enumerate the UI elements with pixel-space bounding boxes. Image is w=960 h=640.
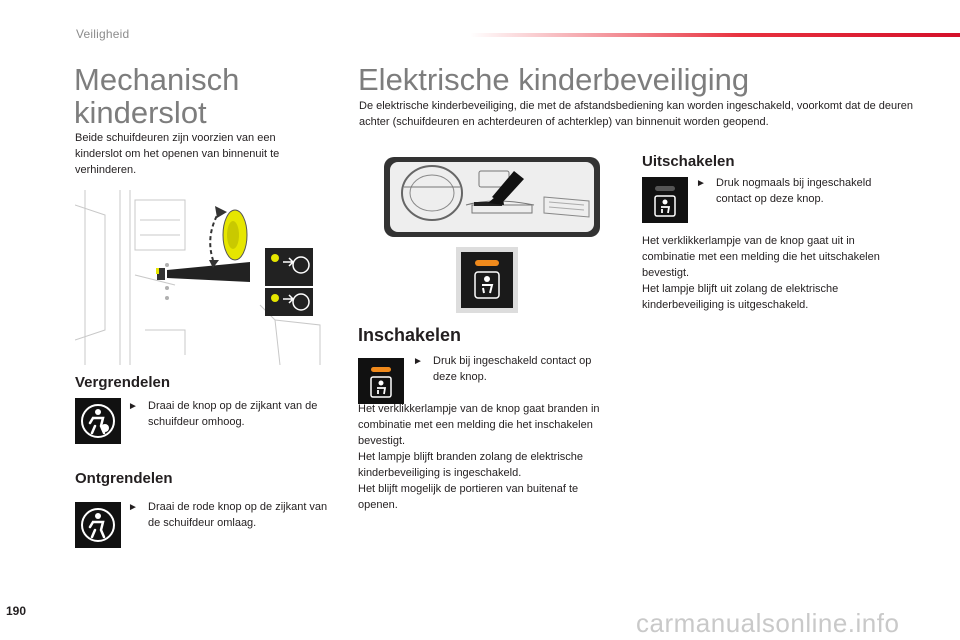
electric-child-lock-intro: De elektrische kinderbeveiliging, die met de afstandsbediening kan worden ingeschakeld, voorkomt dat de deuren achter (schuifdeuren en achterdeuren of achterklep) van binnenuit worden geopend. (359, 100, 914, 128)
page-number: 190 (6, 604, 27, 618)
mechanical-lock-title-line1: Mechanisch (74, 62, 240, 97)
header-accent-bar (470, 33, 960, 37)
unlock-instruction (128, 499, 328, 531)
enable-instruction (413, 353, 613, 385)
disable-instruction (696, 175, 896, 207)
child-safety-button-on-icon (358, 358, 404, 404)
enable-description-2: Het lampje blijft branden zolang de elektrische kinderbeveiliging is ingeschakeld. (358, 451, 584, 479)
bullet-marker: ► (413, 356, 423, 367)
unlock-heading: Ontgrendelen (75, 470, 173, 487)
disable-heading: Uitschakelen (642, 153, 735, 170)
button-illustration-frame (456, 247, 518, 313)
enable-instruction-text: Druk bij ingeschakeld contact op deze knop. (433, 355, 592, 383)
disable-description (642, 233, 882, 313)
disable-description-2: Het lampje blijft uit zolang de elektrische kinderbeveiliging is uitgeschakeld. (642, 283, 839, 311)
mechanical-lock-title-line2: kinderslot (74, 94, 207, 130)
dashboard-drawing (384, 157, 600, 237)
bullet-marker: ► (128, 401, 138, 412)
child-unlock-icon (75, 502, 121, 548)
child-safety-button-off-icon (642, 177, 688, 223)
lock-instruction-text: Draai de knop op de zijkant van de schuifdeur omhoog. (148, 400, 318, 428)
mechanical-lock-intro: Beide schuifdeuren zijn voorzien van een kinderslot om het openen van binnenuit te verhinderen. (75, 132, 280, 176)
lock-instruction (128, 398, 328, 430)
dashboard-illustration (384, 157, 600, 237)
disable-instruction-text: Druk nogmaals bij ingeschakeld contact op deze knop. (716, 177, 872, 205)
door-lock-illustration (75, 190, 325, 365)
unlock-instruction-text: Draai de rode knop op de zijkant van de schuifdeur omlaag. (148, 501, 328, 529)
watermark: carmanualsonline.info (636, 608, 900, 638)
door-lock-drawing (75, 190, 325, 365)
child-safety-button-large (461, 252, 513, 308)
child-lock-icon (75, 398, 121, 444)
enable-description-1: Het verklikkerlampje van de knop gaat branden in combinatie met een melding die het inschakelen bevestigt. (358, 403, 600, 447)
section-label: Veiligheid (76, 27, 130, 41)
bullet-marker: ► (696, 178, 706, 189)
enable-heading: Inschakelen (358, 325, 462, 345)
electric-child-lock-title: Elektrische kinderbeveiliging (358, 62, 750, 97)
lock-heading: Vergrendelen (75, 374, 171, 391)
disable-description-1: Het verklikkerlampje van de knop gaat uit in combinatie met een melding die het uitschakelen bevestigt. (642, 235, 880, 279)
enable-description (358, 401, 620, 513)
enable-description-3: Het blijft mogelijk de portieren van buitenaf te openen. (358, 483, 579, 511)
mechanical-lock-title (74, 64, 334, 129)
bullet-marker: ► (128, 502, 138, 513)
